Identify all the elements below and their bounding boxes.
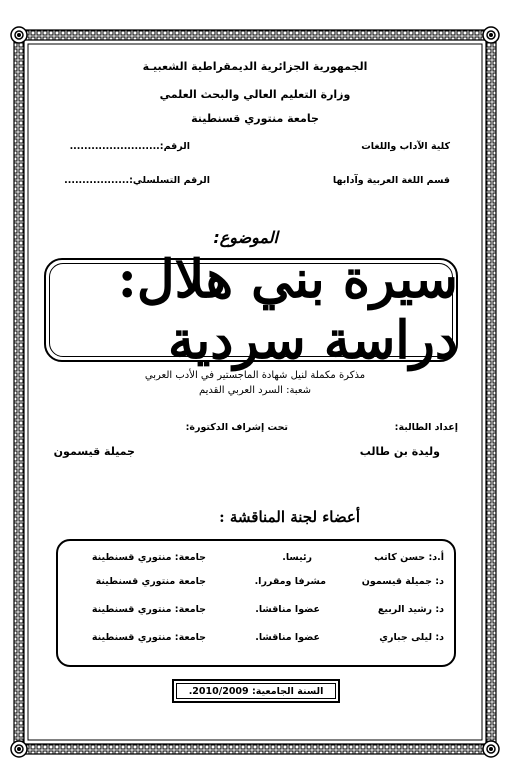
thesis-title: سيرة بني هلال: دراسة سردية — [117, 249, 458, 371]
committee-member-university: جامعة: منتوري قسنطينة — [91, 604, 206, 615]
committee-row — [56, 576, 456, 592]
committee-member-name: د: رشيد الربيع — [377, 604, 444, 615]
committee-member-role: رئيسا. — [282, 552, 312, 563]
academic-year: السنة الجامعية: 2010/2009. — [176, 683, 336, 699]
committee-member-university: جامعة: منتوري قسنطينة — [91, 632, 206, 643]
subject-label: الموضوع: — [213, 228, 278, 247]
republic-line: الجمهورية الجزائرية الديمقراطية الشعبيـة — [142, 60, 368, 73]
committee-row — [56, 632, 456, 648]
faculty-label: كلية الآداب واللغات — [361, 141, 450, 152]
committee-title: أعضاء لجنة المناقشة : — [219, 508, 360, 526]
committee-member-university: جامعة منتوري قسنطينة — [95, 576, 206, 587]
corner-ornament-top-right — [483, 27, 499, 43]
serial-number-label: الرقم التسلسلي:.................. — [64, 175, 210, 186]
supervisor-label: تحت إشراف الدكتورة: — [185, 422, 288, 433]
committee-member-name: د: جميلة قيسمون — [361, 576, 444, 587]
committee-member-role: عضوا مناقشا. — [255, 632, 320, 643]
supervisor-name: جميلة قيسمون — [53, 445, 135, 458]
corner-ornament-bottom-left — [11, 741, 27, 757]
university-line: جامعة منتوري قسنطينة — [191, 112, 319, 125]
committee-member-university: جامعة: منتوري قسنطينة — [91, 552, 206, 563]
corner-ornament-bottom-right — [483, 741, 499, 757]
corner-ornament-top-left — [11, 27, 27, 43]
committee-member-name: أ.د: حسن كاتب — [374, 552, 444, 563]
branch-line: شعبة: السرد العربي القديم — [198, 385, 312, 396]
committee-member-role: عضوا مناقشا. — [255, 604, 320, 615]
committee-row — [56, 552, 456, 568]
number-label: الرقم:......................... — [69, 141, 190, 152]
committee-row — [56, 604, 456, 620]
prepared-by-label: إعداد الطالبة: — [394, 422, 458, 433]
committee-member-name: د: ليلى جباري — [379, 632, 444, 643]
department-label: قسم اللغة العربية وآدابها — [332, 175, 450, 186]
thesis-note: مذكرة مكملة لنيل شهادة الماجستير في الأدب العربي — [144, 370, 366, 381]
committee-member-role: مشرفا ومقررا. — [254, 576, 326, 587]
ministry-line: وزارة التعليم العالي والبحث العلمي — [159, 88, 351, 101]
student-name: وليدة بن طالب — [359, 445, 440, 458]
